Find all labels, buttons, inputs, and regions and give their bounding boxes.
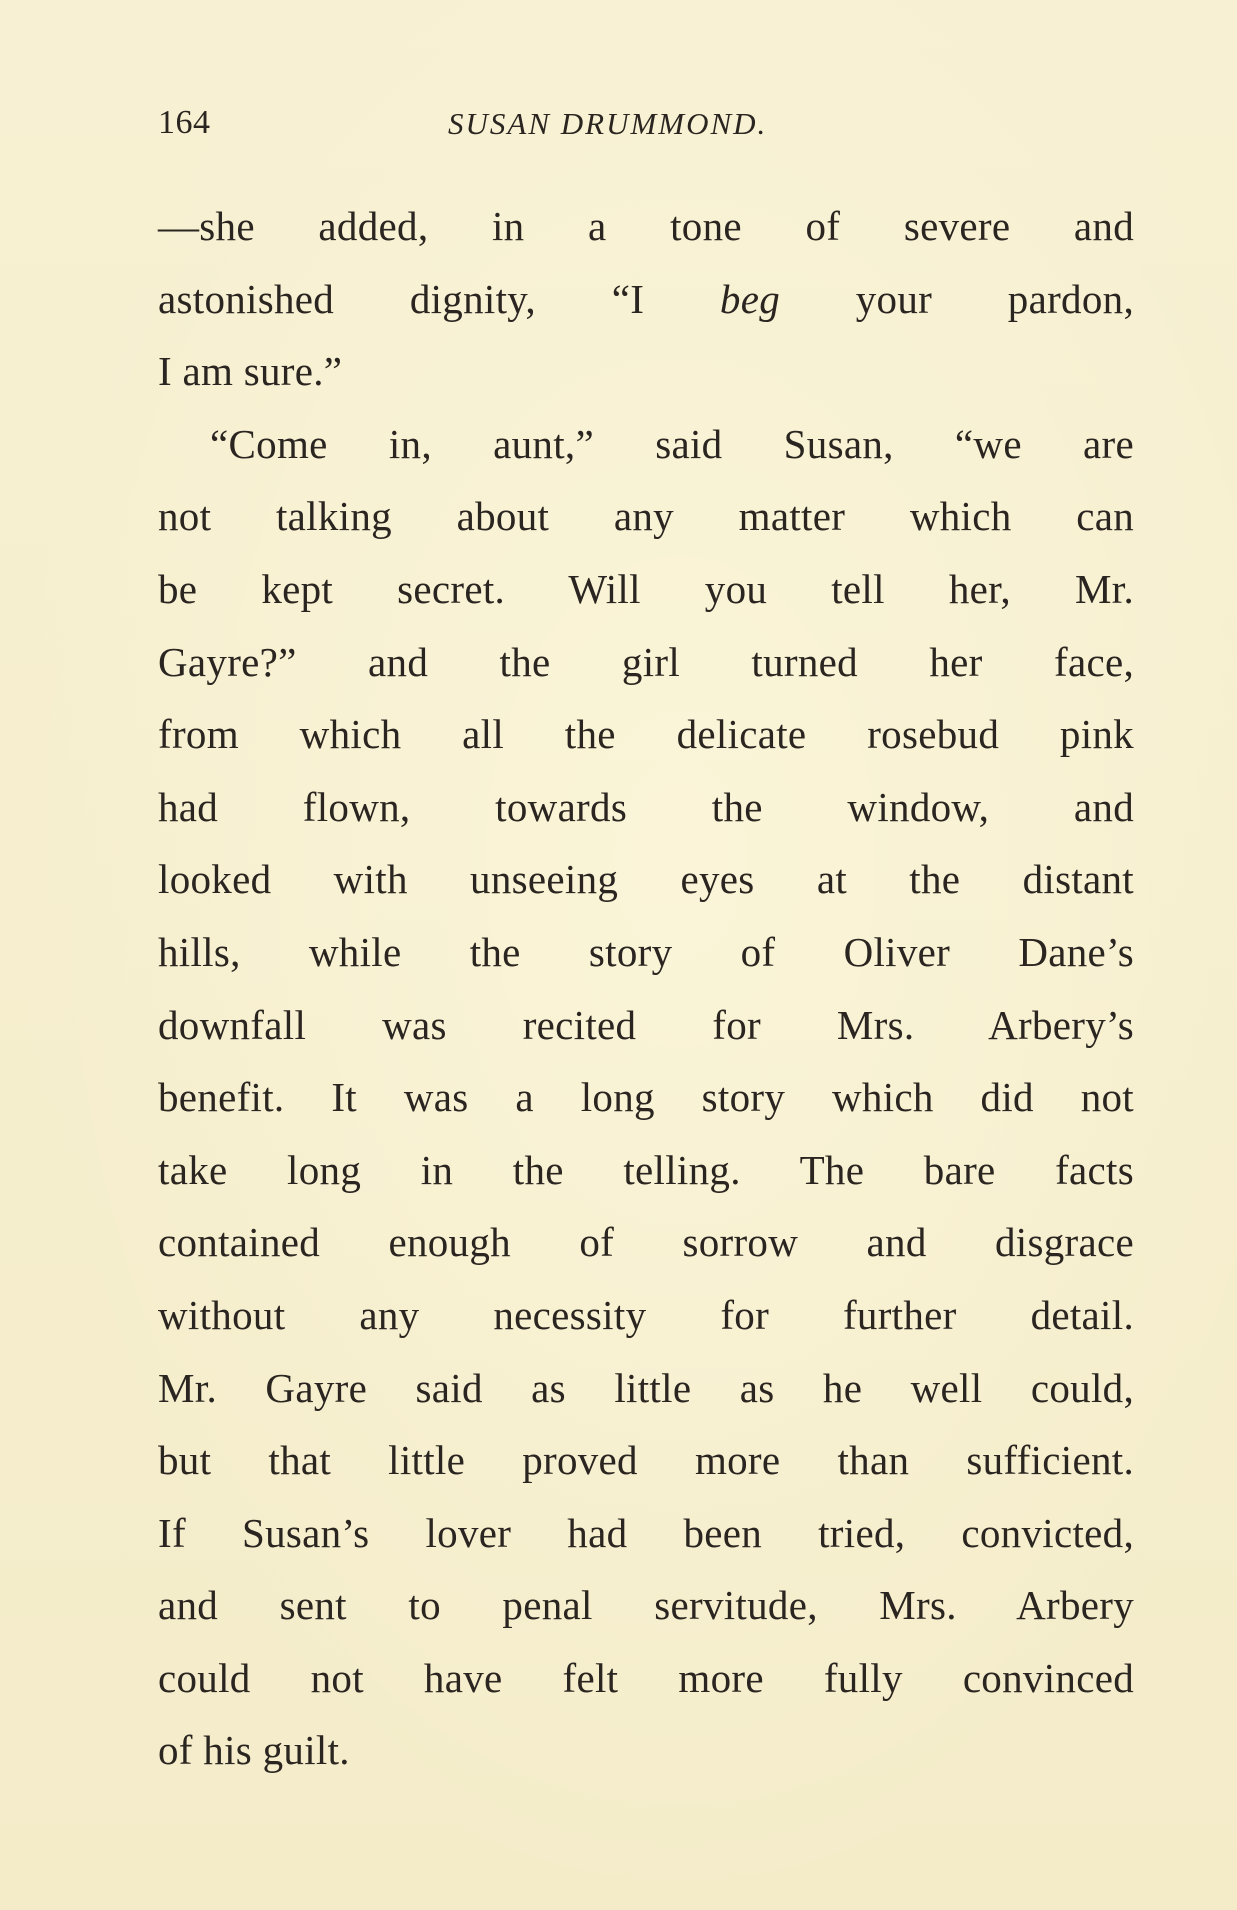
text-segment: your pardon,	[780, 275, 1135, 322]
text-line: contained enough of sorrow and disgrace	[158, 1219, 1134, 1266]
paragraph-first-line: “Come in, aunt,” said Susan, “we are	[210, 420, 1134, 467]
text-line: and sent to penal servitude, Mrs. Arbery	[158, 1582, 1134, 1629]
text-line: without any necessity for further detail.	[158, 1291, 1134, 1338]
text-line: be kept secret. Will you tell her, Mr.	[158, 565, 1134, 612]
text-line: from which all the delicate rosebud pink	[158, 711, 1134, 758]
body-text	[158, 190, 1134, 1787]
text-line: benefit. It was a long story which did not	[158, 1074, 1134, 1121]
text-line: Mr. Gayre said as little as he well could,	[158, 1364, 1134, 1411]
text-line: If Susan’s lover had been tried, convicted,	[158, 1509, 1134, 1556]
running-head: SUSAN DRUMMOND.	[448, 106, 768, 141]
text-line: not talking about any matter which can	[158, 493, 1134, 540]
text-line: looked with unseeing eyes at the distant	[158, 856, 1134, 903]
text-line: could not have felt more fully convinced	[158, 1654, 1134, 1701]
emphasized-word: beg	[719, 275, 780, 322]
text-line: but that little proved more than sufficient.	[158, 1437, 1134, 1484]
text-line: take long in the telling. The bare facts	[158, 1146, 1134, 1193]
text-line: of his guilt.	[158, 1727, 350, 1774]
text-line	[158, 263, 1134, 336]
text-segment: astonished dignity, “I	[158, 275, 720, 322]
text-line: I am sure.”	[158, 348, 343, 395]
text-line: Gayre?” and the girl turned her face,	[158, 638, 1134, 685]
text-line: —she added, in a tone of severe and	[158, 203, 1134, 249]
text-line: hills, while the story of Oliver Dane’s	[158, 928, 1134, 975]
page-header	[158, 104, 1134, 154]
text-line: had flown, towards the window, and	[158, 783, 1134, 830]
page-number: 164	[158, 104, 211, 141]
text-line: downfall was recited for Mrs. Arbery’s	[158, 1001, 1134, 1048]
